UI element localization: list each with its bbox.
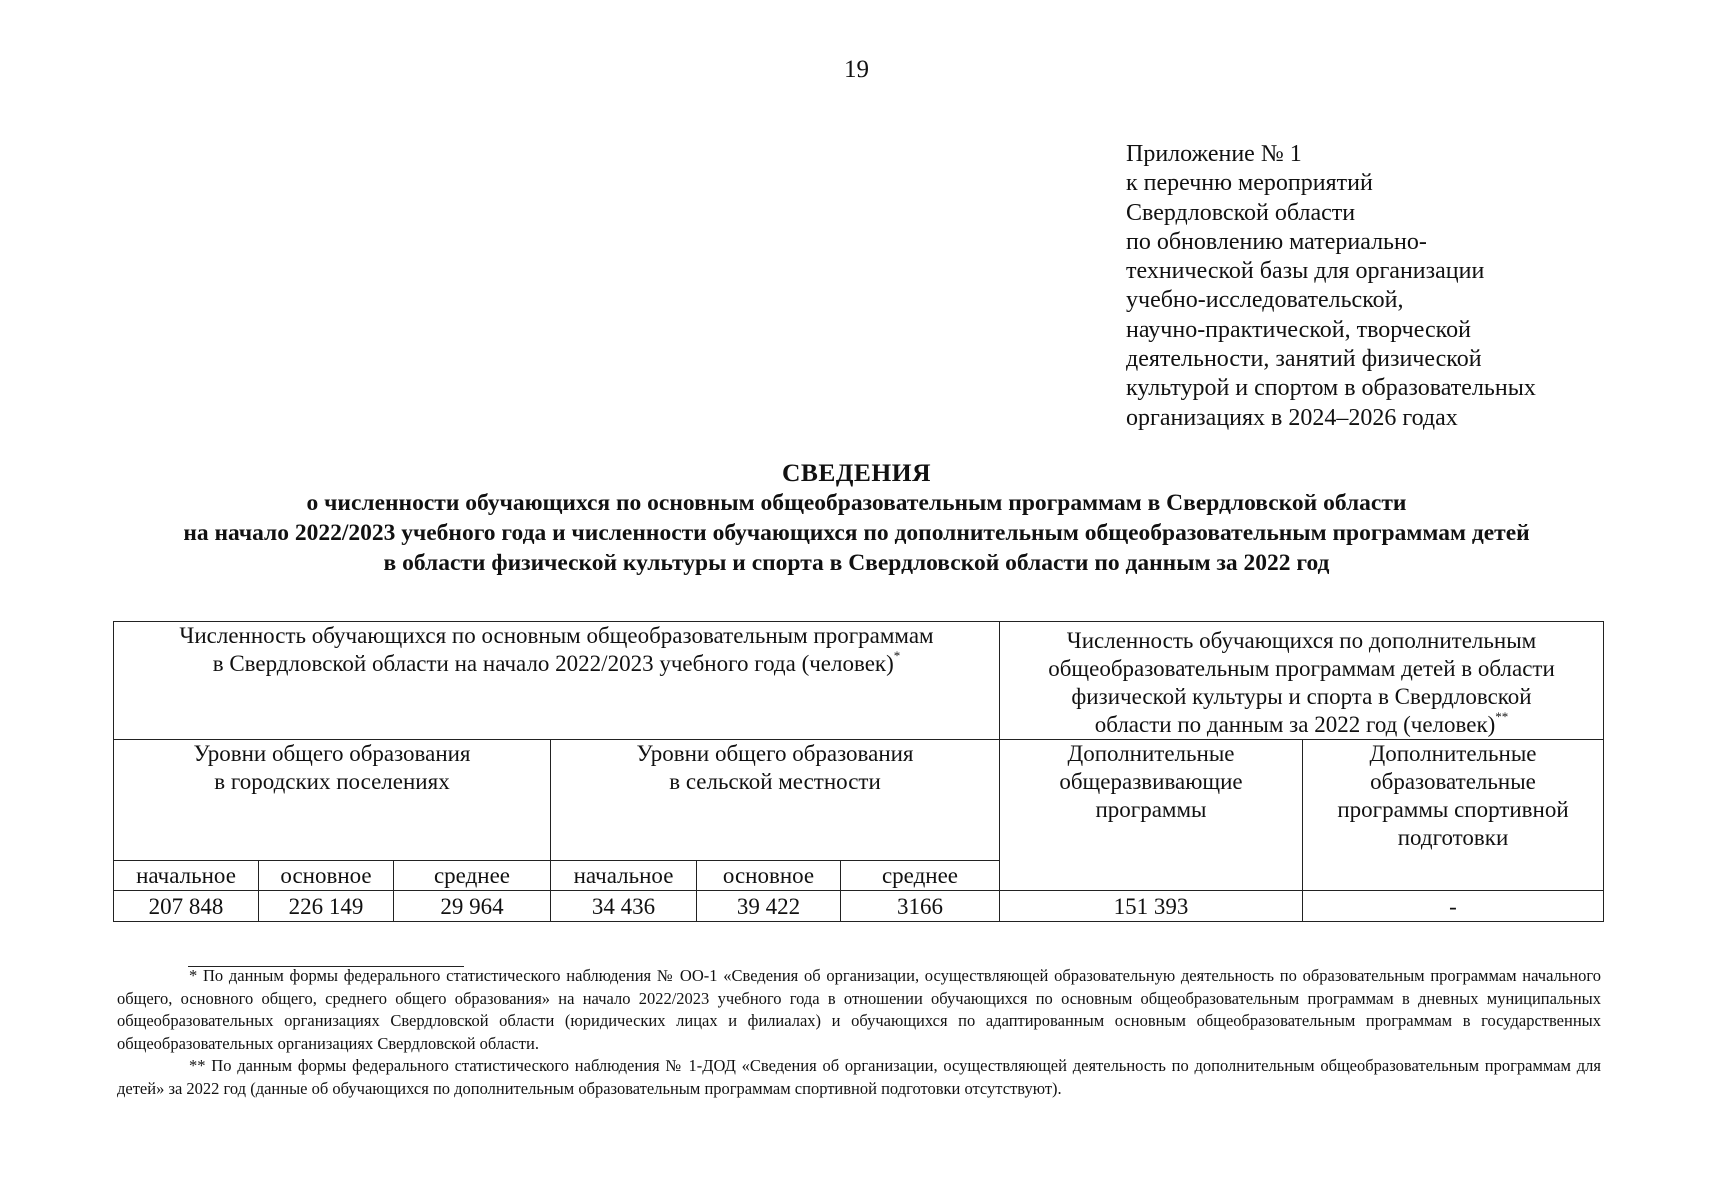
page-number: 19 — [844, 56, 869, 83]
appendix-line: деятельности, занятий физической — [1126, 346, 1482, 373]
header-line: Дополнительные — [1369, 741, 1537, 766]
header-line: Уровни общего образования — [193, 741, 471, 766]
header-line: Численность обучающихся по основным общеобразовательным программам — [179, 623, 934, 648]
footnote-mark: * — [893, 648, 901, 664]
title-line: в области физической культуры и спорта в Свердловской области по данным за 2022 год — [383, 550, 1330, 576]
level-cell: среднее — [841, 861, 1000, 891]
footnotes — [117, 965, 1601, 1100]
value-cell: 151 393 — [1000, 891, 1303, 922]
value-cell: - — [1303, 891, 1604, 922]
footnote-mark: ** — [1495, 709, 1509, 725]
value-cell: 34 436 — [551, 891, 697, 922]
header-text: области по данным за 2022 год (человек) — [1094, 712, 1496, 737]
header-rural-levels — [551, 740, 1000, 861]
header-line: подготовки — [1397, 825, 1509, 850]
header-line: в городских поселениях — [214, 769, 450, 794]
level-cell: среднее — [394, 861, 551, 891]
title-main: СВЕДЕНИЯ — [781, 458, 932, 487]
header-line: в сельской местности — [669, 769, 881, 794]
value-cell: 29 964 — [394, 891, 551, 922]
appendix-line: научно-практической, творческой — [1126, 316, 1471, 343]
header-line — [1004, 711, 1599, 739]
appendix-line: культурой и спортом в образовательных — [1126, 375, 1536, 402]
header-line: Численность обучающихся по дополнительным — [1066, 628, 1537, 653]
header-line: программы — [1095, 797, 1207, 822]
header-line: общеразвивающие — [1059, 769, 1243, 794]
header-main-programs — [114, 622, 1000, 740]
level-cell: основное — [259, 861, 394, 891]
title-line: на начало 2022/2023 учебного года и численности обучающихся по дополнительным общеобразовательным программам детей — [183, 520, 1530, 546]
title-line: о численности обучающихся по основным общеобразовательным программам в Свердловской области — [306, 490, 1407, 516]
header-line: образовательные — [1370, 769, 1536, 794]
header-general-development — [1000, 740, 1303, 891]
footnote-2: ** По данным формы федерального статистического наблюдения № 1-ДОД «Сведения об организации, осуществляющей деятельность по дополнительным общеобразовательным программам для детей» за 2022 год (данные об обучающихся по дополнительным образовательным программам спортивной подготовки отсутствуют). — [117, 1056, 1601, 1098]
appendix-line: учебно-исследовательской, — [1126, 287, 1404, 314]
appendix-line: организациях в 2024–2026 годах — [1126, 404, 1458, 431]
appendix-line: Приложение № 1 — [1126, 141, 1302, 167]
header-line: общеобразовательным программам детей в области — [1048, 656, 1555, 681]
value-cell: 3166 — [841, 891, 1000, 922]
header-line: Дополнительные — [1067, 741, 1235, 766]
value-cell: 39 422 — [697, 891, 841, 922]
statistics-table — [113, 621, 1604, 922]
value-cell: 207 848 — [114, 891, 259, 922]
header-line: физической культуры и спорта в Свердловской — [1071, 684, 1532, 709]
header-line: Уровни общего образования — [636, 741, 914, 766]
level-cell: начальное — [551, 861, 697, 891]
value-cell: 226 149 — [259, 891, 394, 922]
appendix-line: технической базы для организации — [1126, 258, 1485, 285]
appendix-line: к перечню мероприятий — [1126, 170, 1373, 197]
header-text: в Свердловской области на начало 2022/2023 учебного года (человек) — [212, 651, 894, 676]
header-line: программы спортивной — [1337, 797, 1569, 822]
appendix-note — [1126, 140, 1646, 433]
level-cell: основное — [697, 861, 841, 891]
appendix-line: Свердловской области — [1126, 199, 1356, 226]
footnote-1: * По данным формы федерального статистического наблюдения № ОО-1 «Сведения об организации, осуществляющей образовательную деятельность по образовательным программам начального общего, основного общего, среднего общего образования» на начало 2022/2023 учебного года в отношении обучающихся по основным общеобразовательным программам в дневных муниципальных общеобразовательных организациях Свердловской области (юридических лицах и филиалах) и обучающихся по адаптированным основным общеобразовательным программам в государственных общеобразовательных организациях Свердловской области. — [117, 966, 1601, 1053]
header-line — [118, 650, 995, 678]
header-additional-programs — [1000, 622, 1604, 740]
appendix-line: по обновлению материально- — [1126, 228, 1427, 255]
header-urban-levels — [114, 740, 551, 861]
document-title — [0, 458, 1713, 578]
header-sports-training — [1303, 740, 1604, 891]
level-cell: начальное — [114, 861, 259, 891]
